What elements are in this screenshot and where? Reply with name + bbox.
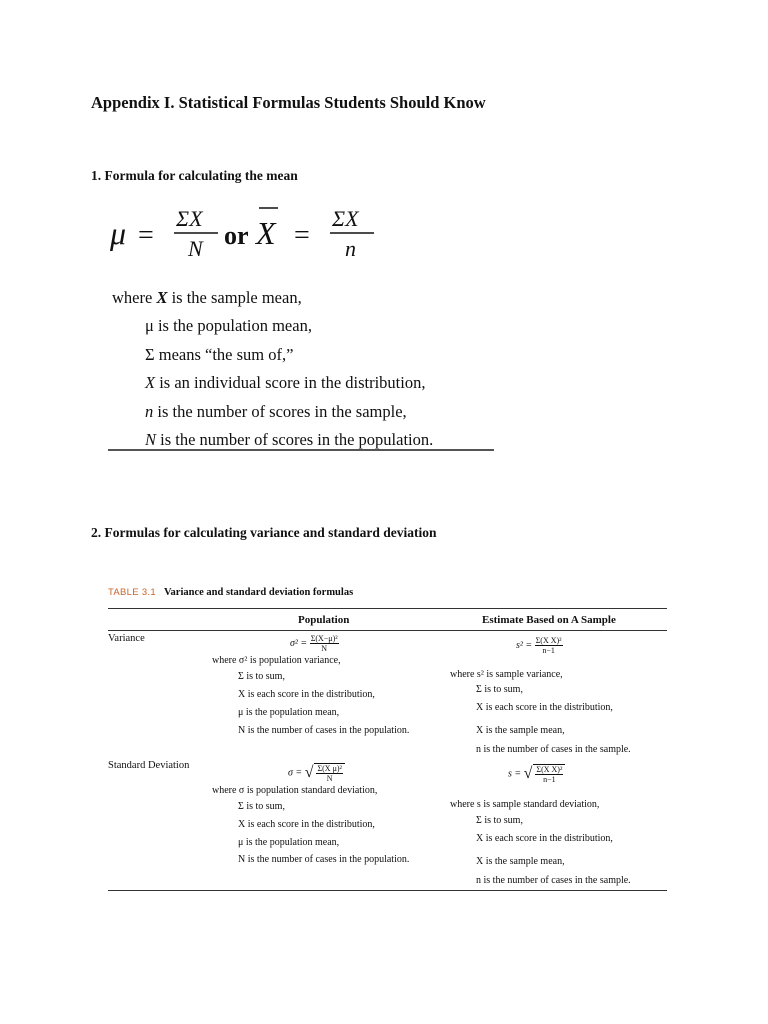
equals-1: = xyxy=(138,220,154,251)
or-word: or xyxy=(224,221,249,250)
pop-var-line-5: N is the number of cases in the population. xyxy=(238,725,410,736)
mean-notes xyxy=(112,284,504,454)
samp-sd-line-3: X is each score in the distribution, xyxy=(476,833,613,844)
section-2-heading: 2. Formulas for calculating variance and standard deviation xyxy=(91,525,437,540)
samp-var-line-5: n is the number of cases in the sample. xyxy=(476,744,631,755)
pop-var-line-1: where σ² is population variance, xyxy=(212,655,341,666)
pop-var-line-2: Σ is to sum, xyxy=(238,671,285,682)
table-bottom-rule xyxy=(108,890,667,891)
mu-symbol: μ xyxy=(110,215,127,251)
pop-sd-line-3: X is each score in the distribution, xyxy=(238,819,375,830)
pop-sd-line-2: Σ is to sum, xyxy=(238,801,285,812)
page-title: Appendix I. Statistical Formulas Students Should Know xyxy=(91,93,486,112)
xbar-symbol: X xyxy=(256,215,276,251)
pop-variance-formula: σ² = $\frac{\text{Σ(X−μ)²}}{N}$ xyxy=(290,634,338,653)
pop-sd-line-5: N is the number of cases in the population. xyxy=(238,854,410,865)
sample-stddev-formula: s = √ $\frac{\text{Σ(X X)²}}{n-1}$ xyxy=(508,764,565,784)
pop-var-line-4: μ is the population mean, xyxy=(238,707,340,718)
samp-sd-line-2: Σ is to sum, xyxy=(476,815,523,826)
samp-sd-line-4: X is the sample mean, xyxy=(476,856,565,867)
mean-pop-denominator: N xyxy=(188,236,203,261)
mean-sample-numerator: ΣX xyxy=(332,206,359,231)
note-line-3: Σ means “the sum of,” xyxy=(145,344,294,364)
samp-var-line-2: Σ is to sum, xyxy=(476,684,523,695)
note-line-1: where X is the sample mean, xyxy=(112,288,302,307)
row-label-variance: Variance xyxy=(108,633,145,644)
row-label-stddev: Standard Deviation xyxy=(108,760,190,771)
mean-formula xyxy=(108,198,398,268)
note-line-6: N is the number of scores in the population. xyxy=(145,430,434,450)
note-line-2: μ is the population mean, xyxy=(145,316,312,336)
table-caption xyxy=(108,587,353,598)
pop-var-line-3: X is each score in the distribution, xyxy=(238,689,375,700)
samp-sd-line-1: where s is sample standard deviation, xyxy=(450,799,600,810)
section-1-divider xyxy=(108,449,494,451)
section-1-heading: 1. Formula for calculating the mean xyxy=(91,168,298,183)
table-header-rule xyxy=(108,630,667,631)
samp-var-line-1: where s² is sample variance, xyxy=(450,669,563,680)
samp-var-line-3: X is each score in the distribution, xyxy=(476,702,613,713)
variance-table xyxy=(108,580,668,895)
mean-pop-numerator: ΣX xyxy=(176,206,203,231)
col-header-population: Population xyxy=(298,614,350,626)
pop-stddev-formula: σ = √ $\frac{\text{Σ(X μ)²}}{N}$ xyxy=(288,763,345,783)
samp-sd-line-5: n is the number of cases in the sample. xyxy=(476,875,631,886)
table-number: TABLE 3.1 xyxy=(108,587,156,598)
col-header-sample: Estimate Based on A Sample xyxy=(482,614,616,626)
mean-sample-denominator: n xyxy=(345,236,356,261)
note-line-5: n is the number of scores in the sample, xyxy=(145,401,407,421)
pop-sd-line-4: μ is the population mean, xyxy=(238,837,340,848)
table-title: Variance and standard deviation formulas xyxy=(163,587,354,598)
pop-sd-line-1: where σ is population standard deviation, xyxy=(212,785,378,796)
samp-var-line-4: X is the sample mean, xyxy=(476,725,565,736)
table-top-rule xyxy=(108,608,667,609)
equals-2: = xyxy=(294,220,310,251)
sample-variance-formula: s² = $\frac{\text{Σ(X X)²}}{n-1}$ xyxy=(516,636,562,655)
note-line-4: X is an individual score in the distribution, xyxy=(145,373,426,393)
